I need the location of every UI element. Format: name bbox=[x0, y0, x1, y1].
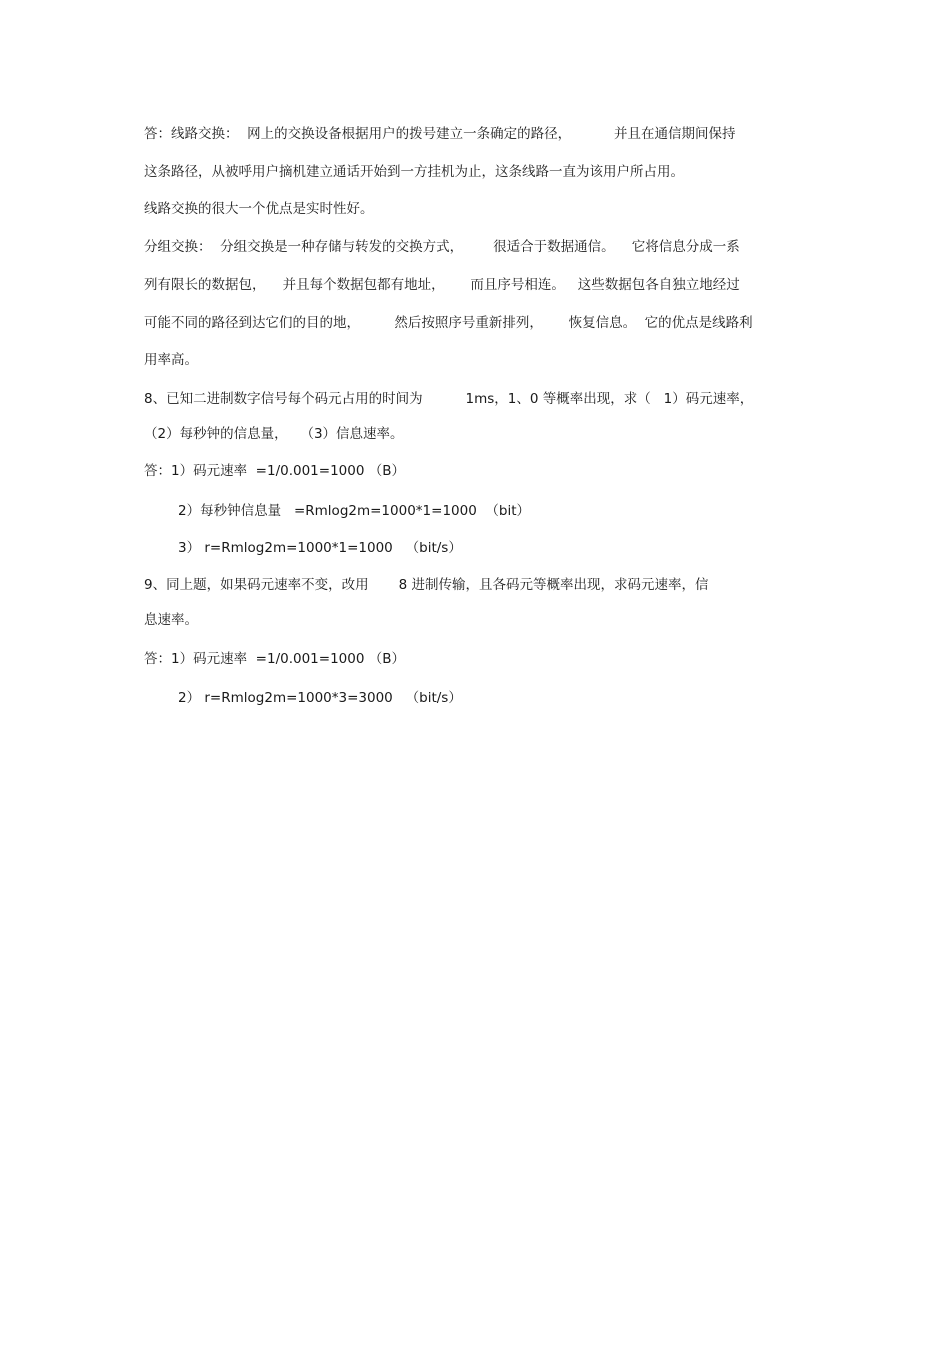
answer-8-line-1: 答：1）码元速率 =1/0.001=1000 （B） bbox=[144, 463, 405, 479]
answer-packet-switching-line-3: 可能不同的路径到达它们的目的地， 然后按照序号重新排列， 恢复信息。 它的优点是线路利 bbox=[144, 315, 753, 331]
answer-8-line-3: 3） r=Rmlog2m=1000*1=1000 （bit/s） bbox=[178, 540, 462, 556]
question-8-line-2: （2）每秒钟的信息量， （3）信息速率。 bbox=[144, 426, 404, 442]
question-8-line-1: 8、已知二进制数字信号每个码元占用的时间为 1ms，1、0 等概率出现，求（ 1）码元速率， bbox=[144, 391, 754, 407]
answer-8-line-2: 2）每秒钟信息量 =Rmlog2m=1000*1=1000 （bit） bbox=[178, 503, 530, 519]
answer-packet-switching-line-2: 列有限长的数据包， 并且每个数据包都有地址， 而且序号相连。 这些数据包各自独立地经过 bbox=[144, 277, 740, 293]
answer-9-line-1: 答：1）码元速率 =1/0.001=1000 （B） bbox=[144, 651, 405, 667]
question-9-line-2: 息速率。 bbox=[144, 612, 198, 628]
answer-circuit-switching-line-1: 答：线路交换： 网上的交换设备根据用户的拨号建立一条确定的路径， 并且在通信期间保持 bbox=[144, 126, 736, 142]
answer-packet-switching-line-1: 分组交换： 分组交换是一种存储与转发的交换方式， 很适合于数据通信。 它将信息分成一系 bbox=[144, 239, 740, 255]
answer-circuit-switching-line-3: 线路交换的很大一个优点是实时性好。 bbox=[144, 201, 374, 217]
answer-packet-switching-line-4: 用率高。 bbox=[144, 352, 198, 368]
answer-circuit-switching-line-2: 这条路径，从被呼用户摘机建立通话开始到一方挂机为止，这条线路一直为该用户所占用。 bbox=[144, 164, 684, 180]
answer-9-line-2: 2） r=Rmlog2m=1000*3=3000 （bit/s） bbox=[178, 690, 462, 706]
question-9-line-1: 9、同上题，如果码元速率不变，改用 8 进制传输，且各码元等概率出现，求码元速率，信 bbox=[144, 577, 709, 593]
